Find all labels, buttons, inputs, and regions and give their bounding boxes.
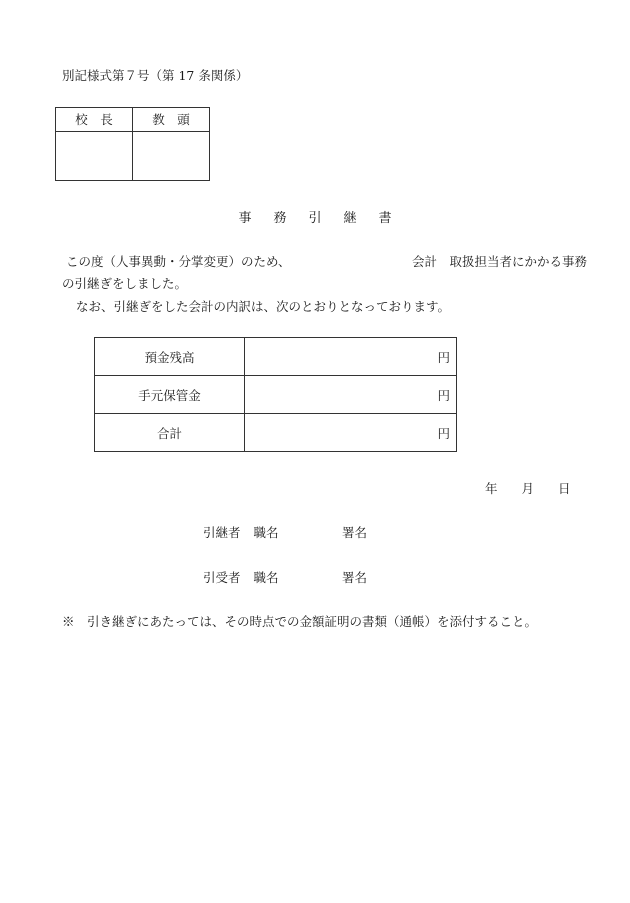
row-label: 合計 bbox=[95, 414, 245, 452]
date-month: 月 bbox=[521, 481, 535, 496]
title-char: 継 bbox=[343, 211, 357, 226]
approval-stamp-table bbox=[55, 107, 210, 181]
body-line-2: の引継ぎをしました。 bbox=[62, 276, 188, 291]
receiver-role: 引受者 bbox=[203, 570, 241, 585]
principal-header: 校 長 bbox=[56, 108, 132, 132]
date-line bbox=[485, 479, 571, 497]
handover-signature-row bbox=[203, 523, 403, 541]
document-title bbox=[0, 207, 630, 226]
row-label: 預金残高 bbox=[95, 338, 245, 376]
row-amount-unit: 円 bbox=[245, 376, 457, 414]
body-line-1-right: 会計 取扱担当者にかかる事務 bbox=[412, 254, 588, 269]
table-row bbox=[95, 376, 457, 414]
position-label: 職名 bbox=[253, 525, 279, 540]
body-line-1-left bbox=[62, 252, 291, 270]
date-day: 日 bbox=[558, 481, 571, 496]
name-label: 署名 bbox=[342, 570, 368, 585]
table-row bbox=[95, 414, 457, 452]
title-char: 事 bbox=[238, 211, 252, 226]
row-amount-unit: 円 bbox=[245, 338, 457, 376]
date-year: 年 bbox=[485, 481, 498, 496]
principal-column bbox=[56, 108, 133, 180]
handover-role: 引継者 bbox=[203, 525, 241, 540]
vice-principal-column bbox=[133, 108, 209, 180]
breakdown-table bbox=[94, 337, 457, 452]
title-char: 書 bbox=[378, 211, 392, 226]
body-text: この度（人事異動・分掌変更）のため、 bbox=[65, 254, 291, 269]
name-label: 署名 bbox=[342, 525, 368, 540]
title-char: 務 bbox=[273, 211, 287, 226]
table-row bbox=[95, 338, 457, 376]
receiver-signature-row bbox=[203, 568, 403, 586]
position-label: 職名 bbox=[253, 570, 279, 585]
attachment-note: ※ 引き継ぎにあたっては、その時点での金額証明の書類（通帳）を添付すること。 bbox=[62, 614, 538, 629]
form-number: 別記様式第７号（第 17 条関係） bbox=[62, 68, 249, 83]
row-amount-unit: 円 bbox=[245, 414, 457, 452]
vice-principal-header: 教 頭 bbox=[133, 108, 209, 132]
body-line-3: なお、引継ぎをした会計の内訳は、次のとおりとなっております。 bbox=[76, 299, 451, 314]
title-char: 引 bbox=[308, 211, 322, 226]
row-label: 手元保管金 bbox=[95, 376, 245, 414]
